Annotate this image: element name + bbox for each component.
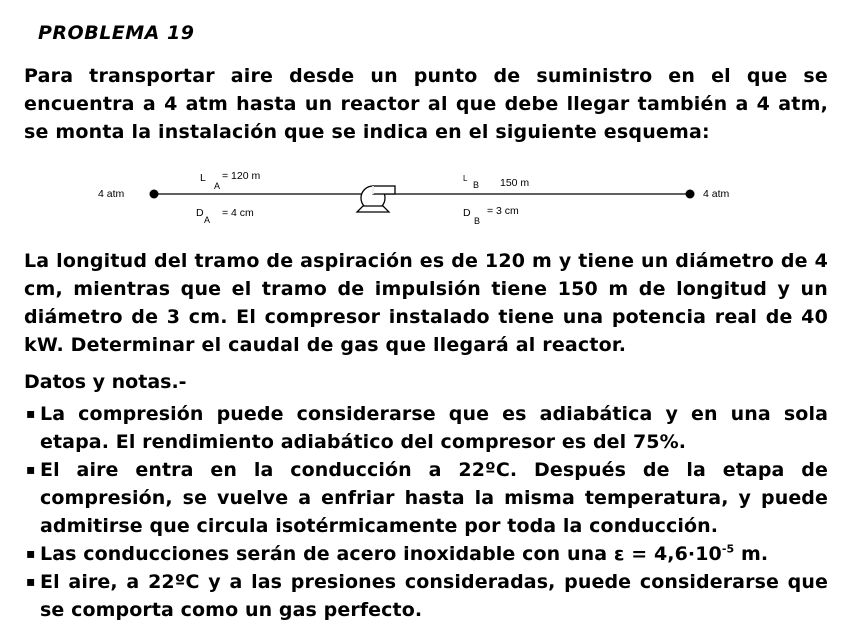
note-item: ▪ Las conducciones serán de acero inoxidable con una $\varepsilon = 4,6\cdot 10^{-5}$ m. — [24, 540, 828, 568]
right-pressure-label: 4 atm — [703, 188, 730, 200]
left-node — [150, 190, 159, 199]
note-item: ▪ El aire, a 22ºC y a las presiones consideradas, puede considerarse que se comporta como un gas perfecto. — [24, 568, 828, 624]
notes-list — [24, 400, 828, 624]
da-sub: A — [204, 215, 211, 225]
lb-letter: L — [463, 174, 468, 183]
da-letter: D — [196, 207, 204, 219]
left-pressure-label: 4 atm — [98, 188, 125, 200]
bullet-icon: ▪ — [26, 406, 36, 422]
bullet-icon: ▪ — [26, 462, 36, 478]
bullet-icon: ▪ — [26, 574, 36, 590]
lb-sub: B — [473, 180, 480, 190]
compressor-icon — [357, 186, 395, 212]
problem-title: PROBLEMA 19 — [38, 22, 195, 44]
problem-description: La longitud del tramo de aspiración es de 120 m y tiene un diámetro de 4 cm, mientras que el tramo de impulsión tiene 150 m de longitud y un diámetro de 3 cm. El compresor instalado tiene una potencia real de 40 kW. Determinar el caudal de gas que llegará al reactor. — [24, 250, 828, 356]
right-node — [686, 190, 695, 199]
note-item: ▪ La compresión puede considerarse que es adiabática y en una sola etapa. El rendimiento adiabático del compresor es del 75%. — [24, 400, 828, 456]
la-letter: L — [200, 172, 206, 184]
db-value: = 3 cm — [487, 205, 519, 217]
la-value: = 120 m — [222, 170, 261, 182]
da-value: = 4 cm — [222, 207, 254, 219]
note-item: ▪ El aire entra en la conducción a 22ºC. Después de la etapa de compresión, se vuelve a enfriar hasta la misma temperatura, y puede admitirse que circula isotérmicamente por toda la conducción. — [24, 456, 828, 540]
lb-value: 150 m — [500, 177, 530, 189]
la-sub: A — [214, 181, 221, 191]
db-sub: B — [474, 216, 481, 226]
problem-statement: Para transportar aire desde un punto de suministro en el que se encuentra a 4 atm hasta un reactor al que debe llegar también a 4 atm, se monta la instalación que se indica en el siguiente esquema: — [24, 65, 828, 143]
pipeline-diagram — [0, 166, 848, 226]
db-letter: D — [463, 207, 471, 219]
notes-heading: Datos y notas.- — [24, 371, 187, 393]
bullet-icon: ▪ — [26, 546, 36, 562]
exponent: -5 — [721, 542, 735, 556]
